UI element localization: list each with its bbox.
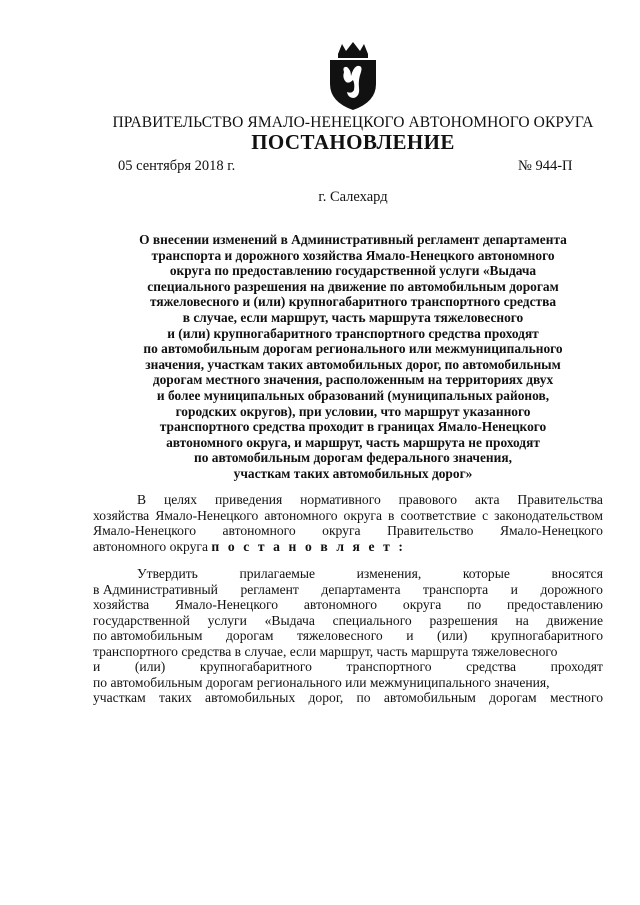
title-line: и (или) крупногабаритного транспортного средства проходят [167, 325, 539, 341]
word: автономного [222, 523, 296, 538]
word: округа [322, 523, 361, 538]
preamble-paragraph [93, 492, 603, 554]
word: транспортного [346, 659, 432, 674]
word: и [406, 628, 414, 643]
document-number: № 944-П [518, 158, 573, 174]
government-name: ПРАВИТЕЛЬСТВО ЯМАЛО-НЕНЕЦКОГО АВТОНОМНОГО ОКРУГА [112, 114, 594, 131]
title-line: в случае, если маршрут, часть маршрута тяжеловесного [182, 309, 524, 325]
word: дорожного [540, 581, 603, 597]
word: по [356, 690, 371, 705]
title-line: специального разрешения на движение по автомобильным дорогам [147, 278, 559, 294]
paragraph-line [93, 644, 603, 660]
paragraph-line [93, 690, 603, 706]
word: (или) [437, 628, 468, 643]
document-title [98, 232, 608, 482]
paragraph-text: автономного округа [93, 538, 209, 554]
resolution-paragraph [93, 566, 603, 706]
title-line: значения, участкам таких автомобильных дорог, по автомобильным [145, 356, 561, 372]
paragraph-line [93, 523, 603, 539]
word: крупногабаритного [199, 659, 312, 674]
word: транспорта [423, 581, 489, 597]
word: округа [343, 507, 382, 523]
title-line: О внесении изменений в Административный регламент департамента [139, 232, 567, 247]
word: участкам [93, 690, 146, 705]
title-line: городских округов), при условии, что маршрут указанного [175, 403, 531, 419]
word: и [510, 581, 518, 597]
word: автономного [303, 597, 378, 612]
word: местного [549, 690, 603, 705]
word: департамента [321, 581, 401, 597]
word: приведения [214, 492, 283, 507]
document-city: г. Салехард [318, 189, 388, 205]
paragraph-line [93, 659, 603, 675]
title-line: транспорта и дорожного хозяйства Ямало-Ненецкого автономного [151, 247, 555, 263]
word: государственной [93, 612, 190, 628]
word: округа [402, 597, 442, 612]
word: проходят [550, 659, 603, 674]
paragraph-line [93, 492, 603, 508]
word: движение [546, 612, 603, 628]
word: автомобильных [205, 690, 296, 705]
word: и [93, 659, 101, 674]
word: с [482, 507, 489, 523]
paragraph-line [93, 582, 603, 598]
word: Ямало-Ненецкого [93, 523, 197, 538]
word: В [137, 492, 147, 507]
document-date: 05 сентября 2018 г. [118, 158, 236, 174]
word: специального [332, 612, 412, 628]
paragraph-line [93, 613, 603, 629]
title-line: по автомобильным дорогам регионального или межмуниципального [143, 341, 563, 357]
word: средства [466, 659, 516, 674]
word: изменения, [356, 566, 422, 581]
paragraph-line [93, 508, 603, 524]
word: в [388, 507, 395, 523]
word: автомобильным [383, 690, 476, 705]
word: таких [158, 690, 192, 705]
word: разрешения [429, 612, 498, 628]
title-line: участкам таких автомобильных дорог» [233, 465, 473, 481]
word: услуги [207, 612, 247, 628]
coat-of-arms-icon [324, 40, 382, 112]
word: дорог, [308, 690, 344, 705]
word: правового [398, 492, 458, 507]
paragraph-line [93, 566, 603, 582]
word: целях [163, 492, 198, 507]
paragraph-line [93, 675, 603, 691]
paragraph-line [93, 539, 603, 555]
word: дорогам [489, 690, 537, 705]
word: Ямало-Ненецкого [155, 507, 259, 523]
word: дорогам [225, 628, 274, 643]
word: регламент [240, 581, 299, 597]
word: «Выдача [264, 612, 315, 628]
word: предоставлению [507, 597, 603, 612]
title-line: тяжеловесного и (или) крупногабаритного транспортного средства [149, 294, 557, 310]
word: вносятся [551, 566, 603, 581]
word: по [467, 597, 482, 612]
title-line: и более муниципальных образований (муниципальных районов, [156, 387, 550, 403]
title-line: дорогам местного значения, расположенным на территориях двух [152, 372, 554, 388]
word: Ямало-Ненецкого [499, 523, 603, 538]
word: акта [474, 492, 500, 507]
word: тяжеловесного [297, 628, 383, 643]
word: на [515, 612, 529, 628]
word: Правительства [517, 492, 603, 507]
word: соответствие [400, 507, 477, 523]
title-line: округа по предоставлению государственной услуги «Выдача [169, 263, 537, 279]
word: в Административный [93, 581, 218, 597]
word: транспортного средства в случае, если маршрут, часть маршрута тяжеловесного [93, 643, 558, 659]
resolves-emphasis: п о с т а н о в л я е т : [211, 538, 406, 554]
word: прилагаемые [239, 566, 316, 581]
paragraph-line [93, 628, 603, 644]
document-type: ПОСТАНОВЛЕНИЕ [251, 130, 455, 154]
word: хозяйства [93, 597, 150, 612]
word: по автомобильным [93, 628, 203, 643]
word: по автомобильным дорогам регионального или межмуниципального значения, [93, 674, 550, 690]
paragraph-line [93, 597, 603, 613]
word: автономного [264, 507, 338, 523]
word: законодательством [494, 507, 603, 523]
word: (или) [134, 659, 166, 674]
title-line: автономного округа, и маршрут, часть маршрута не проходят [166, 434, 540, 450]
word: нормативного [300, 492, 381, 507]
word: крупногабаритного [490, 628, 603, 643]
word: которые [462, 566, 510, 581]
word: Ямало-Ненецкого [175, 597, 279, 612]
title-line: транспортного средства проходит в границах Ямало-Ненецкого [159, 419, 547, 435]
word: Утвердить [137, 566, 198, 581]
word: Правительство [387, 523, 474, 538]
word: хозяйства [93, 507, 150, 523]
title-line: по автомобильным дорогам федерального значения, [194, 450, 512, 466]
